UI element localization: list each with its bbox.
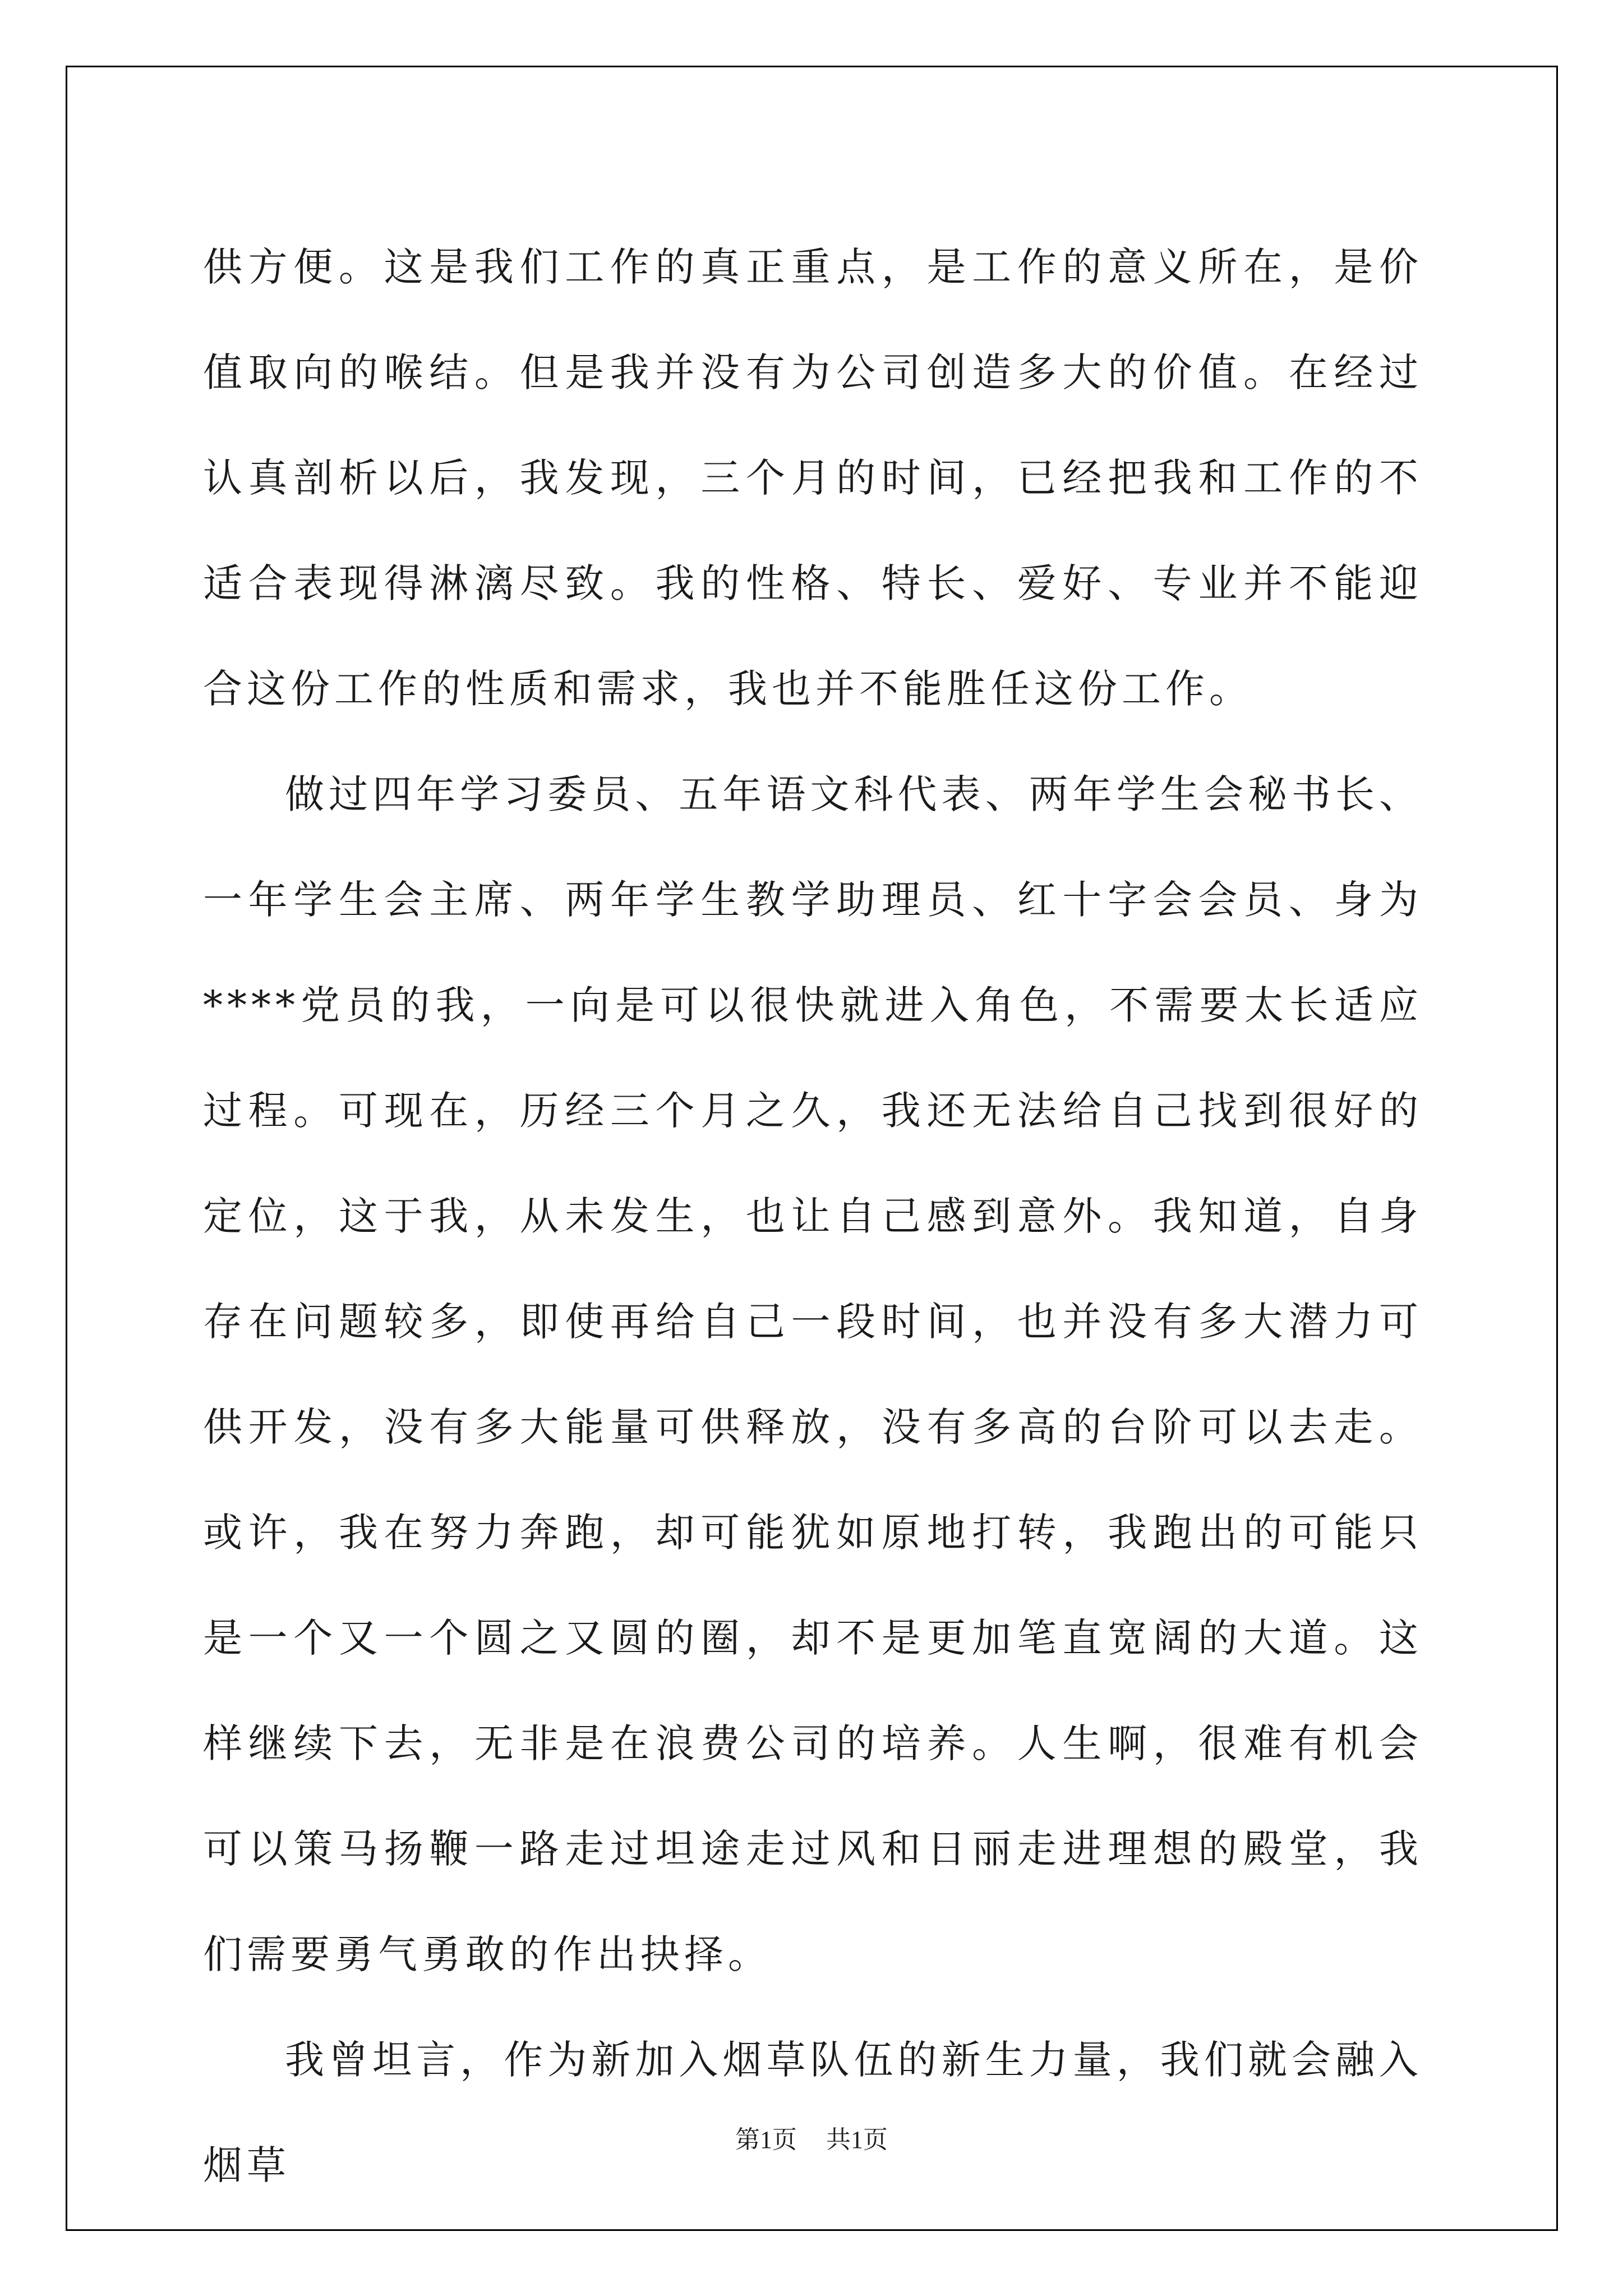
paragraph-3: 我曾坦言，作为新加入烟草队伍的新生力量，我们就会融入烟草 [203, 2037, 1423, 2188]
paragraph-2: 做过四年学习委员、五年语文科代表、两年学生会秘书长、一年学生会主席、两年学生教学助理员、红十字会会员、身为****党员的我，一向是可以很快就进入角色，不需要太长适应过程。可现在，历经三个月之久，我还无法给自己找到很好的定位，这于我，从未发生，也让自己感到意外。我知道，自身存在问题较多，即使再给自己一段时间，也并没有多大潜力可供开发，没有多大能量可供释放，没有多高的台阶可以去走。或许，我在努力奔跑，却可能犹如原地打转，我跑出的可能只是一个又一个圆之又圆的圈，却不是更加笔直宽阔的大道。这样继续下去，无非是在浪费公司的培养。人生啊，很难有机会可以策马扬鞭一路走过坦途走过风和日丽走进理想的殿堂，我们需要勇气勇敢的作出抉择。 [203, 771, 1423, 1977]
page-footer [0, 2119, 1623, 2155]
page-number: 第1页 [735, 2126, 797, 2154]
document-body [203, 214, 1423, 2218]
paragraph-1: 供方便。这是我们工作的真正重点，是工作的意义所在，是价值取向的喉结。但是我并没有为公司创造多大的价值。在经过认真剖析以后，我发现，三个月的时间，已经把我和工作的不适合表现得淋漓尽致。我的性格、特长、爱好、专业并不能迎合这份工作的性质和需求，我也并不能胜任这份工作。 [203, 244, 1423, 712]
page-total: 共1页 [826, 2126, 888, 2154]
